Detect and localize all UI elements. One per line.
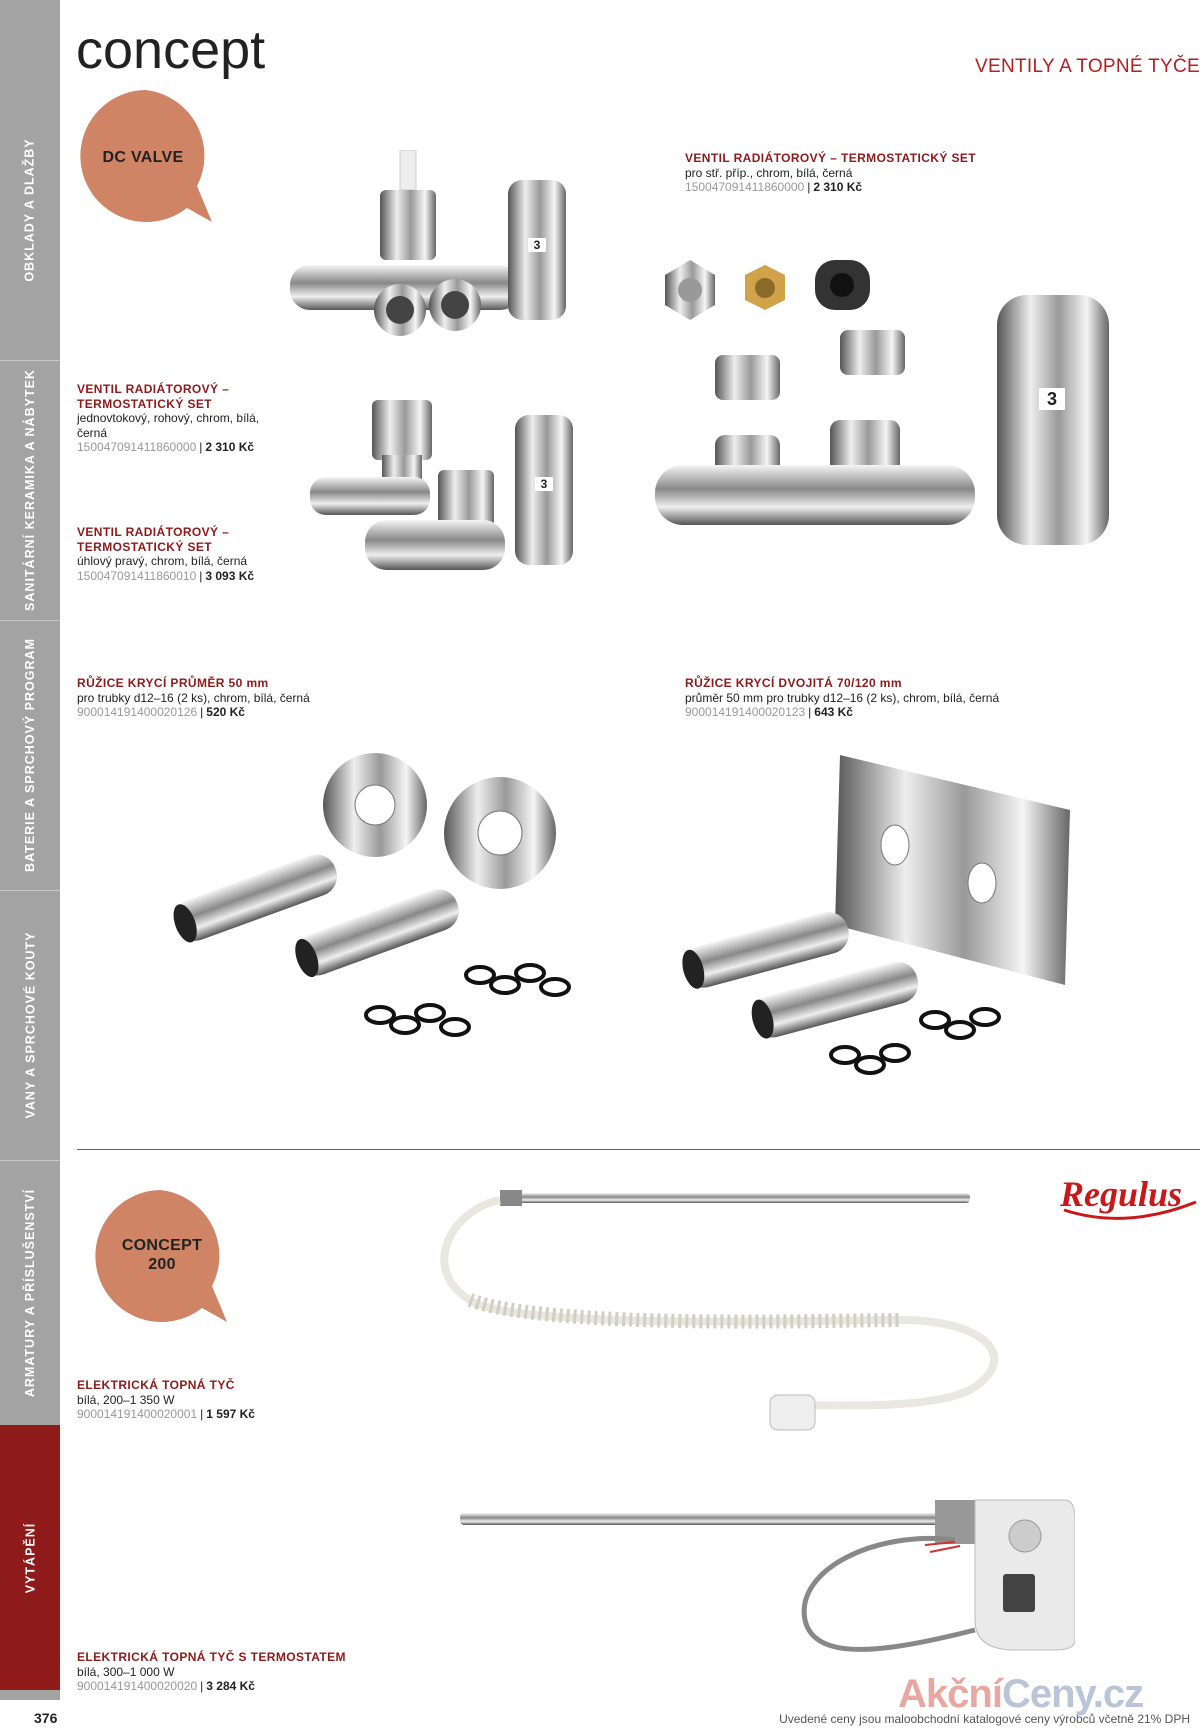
sidebar <box>0 0 60 1700</box>
svg-text:3: 3 <box>1046 389 1058 409</box>
bubble-dc-valve: DC VALVE <box>77 90 217 225</box>
image-valve-center-set <box>655 250 1135 600</box>
sidebar-item-sanitarni[interactable]: SANITÁRNÍ KERAMIKA A NÁBYTEK <box>23 369 38 611</box>
image-heating-rod <box>430 1190 1050 1440</box>
image-rosette-double <box>670 745 1090 1095</box>
product-ventil-uhlovy: VENTIL RADIÁTOROVÝ – TERMOSTATICKÝ SET úhlový pravý, chrom, bílá, černá 150047091411860010 | 3 093 Kč <box>77 525 255 583</box>
logo-text: concept <box>76 20 266 80</box>
svg-text:3: 3 <box>533 238 541 252</box>
regulus-logo <box>1056 1172 1200 1222</box>
bubble-concept-200: CONCEPT 200 <box>92 1190 232 1325</box>
image-valve-angle-set <box>310 395 600 595</box>
svg-text:Regulus: Regulus <box>1060 1174 1183 1214</box>
image-rosettes-single <box>160 745 600 1055</box>
sidebar-item-obklady[interactable]: OBKLADY A DLAŽBY <box>23 138 38 282</box>
concept-logo <box>76 20 276 82</box>
image-valve-corner-set <box>280 150 600 360</box>
sidebar-item-baterie[interactable]: BATERIE A SPRCHOVÝ PROGRAM <box>23 638 38 872</box>
product-ventil-rohovy: VENTIL RADIÁTOROVÝ – TERMOSTATICKÝ SET jednovtokový, rohový, chrom, bílá, černá 150047091411860000 | 2 310 Kč <box>77 382 260 454</box>
product-topna-tyc-termostat: ELEKTRICKÁ TOPNÁ TYČ S TERMOSTATEM bílá, 300–1 000 W 900014191400020020 | 3 284 Kč <box>77 1650 346 1693</box>
image-heating-rod-thermostat <box>455 1490 1075 1690</box>
svg-text:3: 3 <box>540 477 548 491</box>
page-number: 376 <box>34 1710 58 1726</box>
footer-note: Uvedené ceny jsou maloobchodní katalogové ceny výrobců včetně 21% DPH <box>779 1712 1190 1726</box>
product-ventil-stred: VENTIL RADIÁTOROVÝ – TERMOSTATICKÝ SET pro stř. příp., chrom, bílá, černá 150047091411860000 | 2 310 Kč <box>685 151 977 194</box>
product-topna-tyc: ELEKTRICKÁ TOPNÁ TYČ bílá, 200–1 350 W 900014191400020001 | 1 597 Kč <box>77 1378 255 1421</box>
product-ruzice-50: RŮŽICE KRYCÍ PRŮMĚR 50 mm pro trubky d12–16 (2 ks), chrom, bílá, černá 900014191400020126 | 520 Kč <box>77 676 310 719</box>
page-title: VENTILY A TOPNÉ TYČE <box>975 56 1200 77</box>
sidebar-item-vany[interactable]: VANY A SPRCHOVÉ KOUTY <box>23 931 37 1119</box>
section-divider <box>77 1149 1200 1150</box>
sidebar-item-armatury[interactable]: ARMATURY A PŘÍSLUŠENSTVÍ <box>23 1188 37 1397</box>
watermark: AkčníCeny.cz <box>898 1672 1144 1716</box>
sidebar-item-vytapeni[interactable]: VYTÁPĚNÍ <box>0 1425 60 1690</box>
product-ruzice-dvojita: RŮŽICE KRYCÍ DVOJITÁ 70/120 mm průměr 50 mm pro trubky d12–16 (2 ks), chrom, bílá, černá 900014191400020123 | 643 Kč <box>685 676 1000 719</box>
